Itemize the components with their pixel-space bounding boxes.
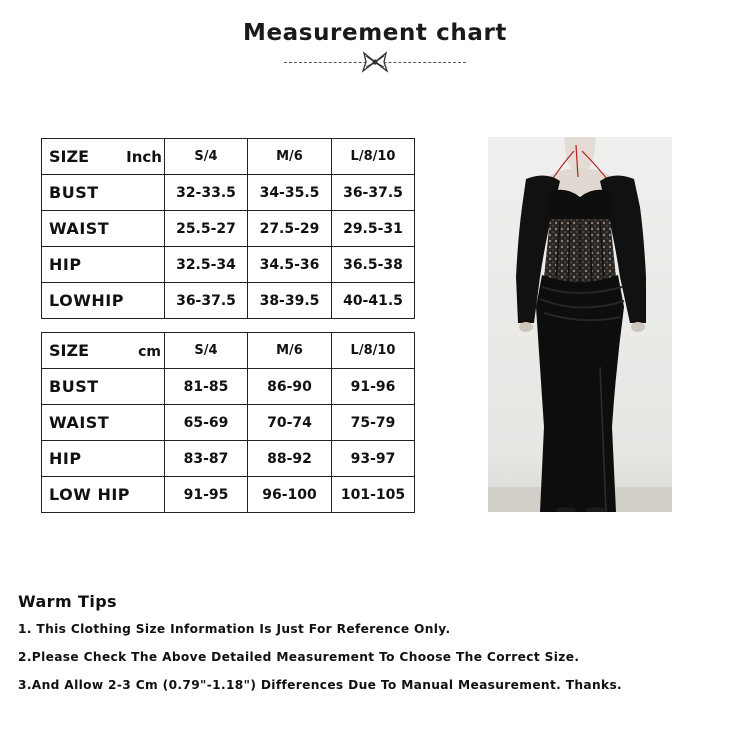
size-column-header: S/4 [165, 139, 248, 175]
measurement-label: LOW HIP [42, 477, 165, 513]
table-cell: 32-33.5 [165, 175, 248, 211]
table-cell: 27.5-29 [248, 211, 332, 247]
table-cell: 34.5-36 [248, 247, 332, 283]
size-column-header: M/6 [248, 333, 332, 369]
table-header-row [42, 139, 415, 175]
warm-tips-title: Warm Tips [18, 592, 117, 611]
size-column-header: L/8/10 [332, 139, 415, 175]
table-row [42, 441, 415, 477]
tip-item: 3.And Allow 2-3 Cm (0.79"-1.18") Differences Due To Manual Measurement. Thanks. [18, 678, 623, 692]
table-row [42, 175, 415, 211]
table-row [42, 369, 415, 405]
unit-label: Inch [126, 148, 162, 166]
table-cell: 34-35.5 [248, 175, 332, 211]
size-header-label: SIZE [49, 147, 90, 166]
table-row [42, 211, 415, 247]
table-row [42, 405, 415, 441]
size-column-header: S/4 [165, 333, 248, 369]
size-header-cell [42, 139, 165, 175]
table-header-row [42, 333, 415, 369]
table-cell: 96-100 [248, 477, 332, 513]
table-cell: 29.5-31 [332, 211, 415, 247]
table-cell: 36.5-38 [332, 247, 415, 283]
measurement-label: BUST [42, 175, 165, 211]
table-cell: 101-105 [332, 477, 415, 513]
inch-size-table [41, 138, 415, 319]
measurement-label: HIP [42, 441, 165, 477]
table-cell: 40-41.5 [332, 283, 415, 319]
table-cell: 81-85 [165, 369, 248, 405]
bow-tie-icon [360, 50, 390, 74]
page-title: Measurement chart [242, 20, 508, 46]
measurement-label: LOWHIP [42, 283, 165, 319]
cm-size-table [41, 332, 415, 513]
measurement-label: WAIST [42, 211, 165, 247]
table-cell: 88-92 [248, 441, 332, 477]
warm-tips-section [18, 592, 622, 706]
table-cell: 93-97 [332, 441, 415, 477]
size-column-header: L/8/10 [332, 333, 415, 369]
table-row [42, 247, 415, 283]
table-cell: 25.5-27 [165, 211, 248, 247]
table-cell: 70-74 [248, 405, 332, 441]
size-header-label: SIZE [49, 341, 90, 360]
measurement-label: BUST [42, 369, 165, 405]
table-cell: 83-87 [165, 441, 248, 477]
table-cell: 65-69 [165, 405, 248, 441]
tip-item: 1. This Clothing Size Information Is Just For Reference Only. [18, 622, 451, 636]
table-row [42, 477, 415, 513]
table-cell: 36-37.5 [332, 175, 415, 211]
measurement-label: HIP [42, 247, 165, 283]
table-cell: 75-79 [332, 405, 415, 441]
dress-illustration [488, 137, 672, 512]
table-cell: 38-39.5 [248, 283, 332, 319]
table-cell: 91-95 [165, 477, 248, 513]
unit-label: cm [138, 344, 161, 360]
size-header-cell [42, 333, 165, 369]
measurement-label: WAIST [42, 405, 165, 441]
tip-item: 2.Please Check The Above Detailed Measurement To Choose The Correct Size. [18, 650, 580, 664]
table-row [42, 283, 415, 319]
product-photo [488, 137, 672, 512]
table-cell: 91-96 [332, 369, 415, 405]
table-cell: 36-37.5 [165, 283, 248, 319]
table-cell: 86-90 [248, 369, 332, 405]
table-cell: 32.5-34 [165, 247, 248, 283]
size-column-header: M/6 [248, 139, 332, 175]
title-divider [284, 50, 466, 74]
